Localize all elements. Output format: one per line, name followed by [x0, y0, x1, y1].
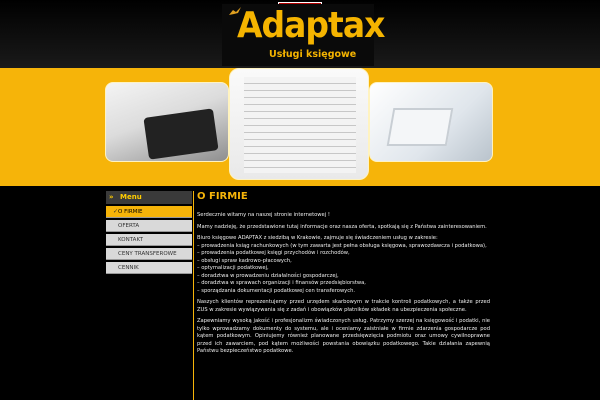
service-item: – doradztwa w prowadzeniu działalności gospodarczej,: [197, 272, 339, 279]
laptop-icon: [387, 108, 454, 146]
service-item: – obsługi spraw kadrowo-płacowych,: [197, 257, 292, 264]
office-intro-text: Biuro księgowe ADAPTAX z siedzibą w Krakowie, zajmuje się świadczeniem usług w zakresie:: [197, 235, 438, 241]
menu-item-label: CENY TRANSFEROWE: [118, 251, 177, 257]
menu-item-label: O FIRMIE: [118, 209, 143, 215]
main-content: [194, 191, 494, 400]
menu-item-label: KONTAKT: [118, 237, 143, 243]
service-item: – doradztwa w sprawach organizacji i finansów przedsiębiorstwa,: [197, 280, 366, 286]
side-menu: [106, 191, 192, 274]
menu-item-label: CENNIK: [118, 265, 139, 271]
check-icon: ✓: [113, 208, 119, 215]
menu-item-cennik[interactable]: [106, 262, 192, 274]
menu-header: [106, 191, 192, 204]
banner-photo-calculator: [105, 82, 229, 162]
menu-header-label: Menu: [120, 193, 142, 201]
quality-text: Zapewniamy wysoką jakość i profesjonalizm świadczonych usług. Patrzymy szerzej na księgowość i podatki, nie tylko wprowadzamy dokumenty do systemu, ale i oceniamy zaistniałe w firmie zdarzenia gospodarcze pod kątem podatkowym. Opiniujemy również planowane przedsięwzięcia podmiotu oraz umowy cywilnoprawne przed ich zawarciem, pod kątem możliwości powstania obowiązku podatkowego. Takie działania zapewnią Państwu bezpieczeństwo podatkowe.: [197, 318, 490, 354]
banner-photo-laptop: [369, 82, 493, 162]
services-block: [197, 235, 490, 295]
banner-photo-numbers: [229, 68, 369, 180]
logo-title: Adaptax: [237, 3, 385, 46]
numbers-sheet-icon: [244, 77, 356, 173]
service-item: – optymalizacji podatkowej,: [197, 265, 269, 271]
menu-item-kontakt[interactable]: [106, 234, 192, 246]
logo-subtitle: Usługi księgowe: [269, 49, 357, 60]
logo[interactable]: [222, 3, 385, 66]
calculator-icon: [143, 108, 218, 159]
site-header: [0, 0, 600, 68]
clients-text: Naszych klientów reprezentujemy przed urzędem skarbowym w trakcie kontroli podatkowych, a także przed ZUS w zakresie wywiązywania się z zadań i obowiązków płatników składek na ubezpieczenia społeczne.: [197, 299, 490, 313]
menu-item-oferta[interactable]: [106, 220, 192, 232]
welcome-text: Serdecznie witamy na naszej stronie internetowej !: [197, 212, 330, 218]
menu-item-label: OFERTA: [118, 223, 140, 229]
service-item: – prowadzenia podatkowej księgi przychodów i rozchodów,: [197, 250, 350, 256]
menu-item-o-firmie[interactable]: [106, 206, 192, 218]
double-chevron-icon: »: [109, 193, 114, 201]
menu-item-ceny-transferowe[interactable]: [106, 248, 192, 260]
page-title: O FIRMIE: [197, 191, 248, 202]
service-item: – sporządzania dokumentacji podatkowej cen transferowych.: [197, 287, 356, 294]
banner: [0, 68, 600, 186]
intro-text: Mamy nadzieję, że przedstawione tutaj informacje oraz nasza oferta, spotkają się z Państwa zainteresowaniem.: [197, 223, 487, 230]
service-item: – prowadzenia ksiąg rachunkowych (w tym zawarta jest pełna obsługa księgowa, sprawozdawcza i podatkowa),: [197, 242, 487, 249]
